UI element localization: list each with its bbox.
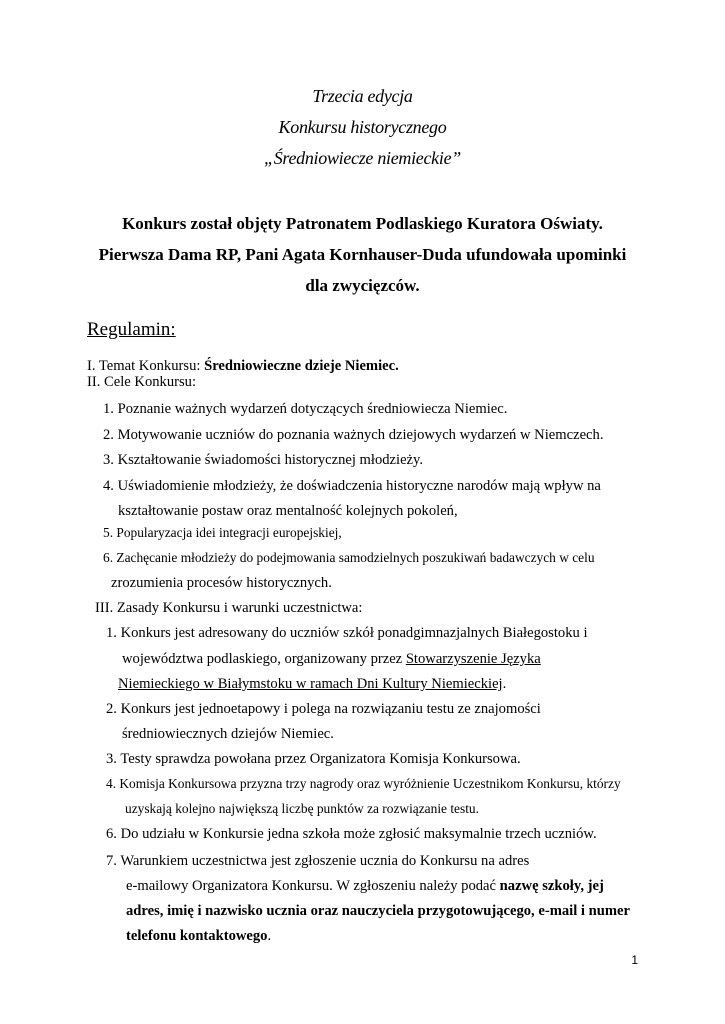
organizer-link-2: Niemieckiego w Białymstoku w ramach Dni Kultury Niemieckiej [118,676,503,692]
goal-item-6-cont: zrozumienia procesów historycznych. [111,575,332,591]
rule-item-6: 6. Do udziału w Konkursie jedna szkoła może zgłosić maksymalnie trzech uczniów. [106,826,597,842]
rule-item-7-end: . [267,928,272,944]
rule-item-7-text: e-mailowy Organizatora Konkursu. W zgłoszeniu należy podać [126,878,500,894]
rule-item-1-line-1: 1. Konkurs jest adresowany do uczniów szkół ponadgimnazjalnych Białegostoku i [106,625,588,641]
rule-item-1-text: województwa podlaskiego, organizowany przez [122,651,406,667]
rule-item-7-line-4 [126,928,271,945]
patronage-line-2: Pierwsza Dama RP, Pani Agata Kornhauser-Duda ufundowała upominki [98,245,627,264]
goal-item-4: 4. Uświadomienie młodzieży, że doświadczenia historyczne narodów mają wpływ na [103,478,601,494]
patronage-line-1: Konkurs został objęty Patronatem Podlaskiego Kuratora Oświaty. [122,214,603,233]
rule-item-7-bold-3: telefonu kontaktowego [126,928,268,944]
section-1-topic [87,358,399,375]
rule-item-7-line-2 [126,878,604,895]
rule-item-4-line-1: 4. Komisja Konkursowa przyzna trzy nagrody oraz wyróżnienie Uczestnikom Konkursu, którzy [106,776,621,791]
rule-item-1-end: . [502,676,507,692]
goal-item-4-cont: kształtowanie postaw oraz mentalność kolejnych pokoleń, [118,503,458,519]
goal-item-6: 6. Zachęcanie młodzieży do podejmowania samodzielnych poszukiwań badawczych w celu [103,550,595,565]
title-line-3: „Średniowiecze niemieckie” [264,148,461,168]
rule-item-1-line-2 [122,651,541,668]
page-number: 1 [631,953,638,967]
rule-item-2-line-1: 2. Konkurs jest jednoetapowy i polega na rozwiązaniu testu ze znajomości [106,701,541,717]
rule-item-2-line-2: średniowiecznych dziejów Niemiec. [122,726,334,742]
goal-item-2: 2. Motywowanie uczniów do poznania ważnych dziejowych wydarzeń w Niemczech. [103,427,604,443]
rule-item-7-line-3 [126,903,630,920]
rule-item-1-line-3 [118,676,506,693]
patronage-line-3: dla zwycięzców. [305,276,420,295]
rule-item-3: 3. Testy sprawdza powołana przez Organizatora Komisja Konkursowa. [106,751,521,767]
goal-item-5: 5. Popularyzacja idei integracji europejskiej, [103,525,342,540]
rule-item-7-bold-2: adres, imię i nazwisko ucznia oraz nauczyciela przygotowującego, e-mail i numer [126,903,630,919]
rule-item-4-line-2: uzyskają kolejno największą liczbę punktów za rozwiązanie testu. [125,801,479,816]
title-line-1: Trzecia edycja [312,86,413,106]
rule-item-7-bold-1: nazwę szkoły, jej [499,878,604,894]
regulamin-heading: Regulamin: [87,319,176,340]
goal-item-1: 1. Poznanie ważnych wydarzeń dotyczących średniowiecza Niemiec. [103,401,508,417]
goal-item-3: 3. Kształtowanie świadomości historycznej młodzieży. [103,452,424,468]
section-3-label: III. Zasady Konkursu i warunki uczestnictwa: [95,600,363,616]
rule-item-7-line-1: 7. Warunkiem uczestnictwa jest zgłoszenie ucznia do Konkursu na adres [106,853,530,869]
section-2-label: II. Cele Konkursu: [87,374,197,390]
title-line-2: Konkursu historycznego [278,117,447,137]
organizer-link-1: Stowarzyszenie Języka [405,651,541,667]
section-1-value: Średniowieczne dzieje Niemiec. [204,358,399,374]
section-1-label: I. Temat Konkursu: [87,358,205,374]
